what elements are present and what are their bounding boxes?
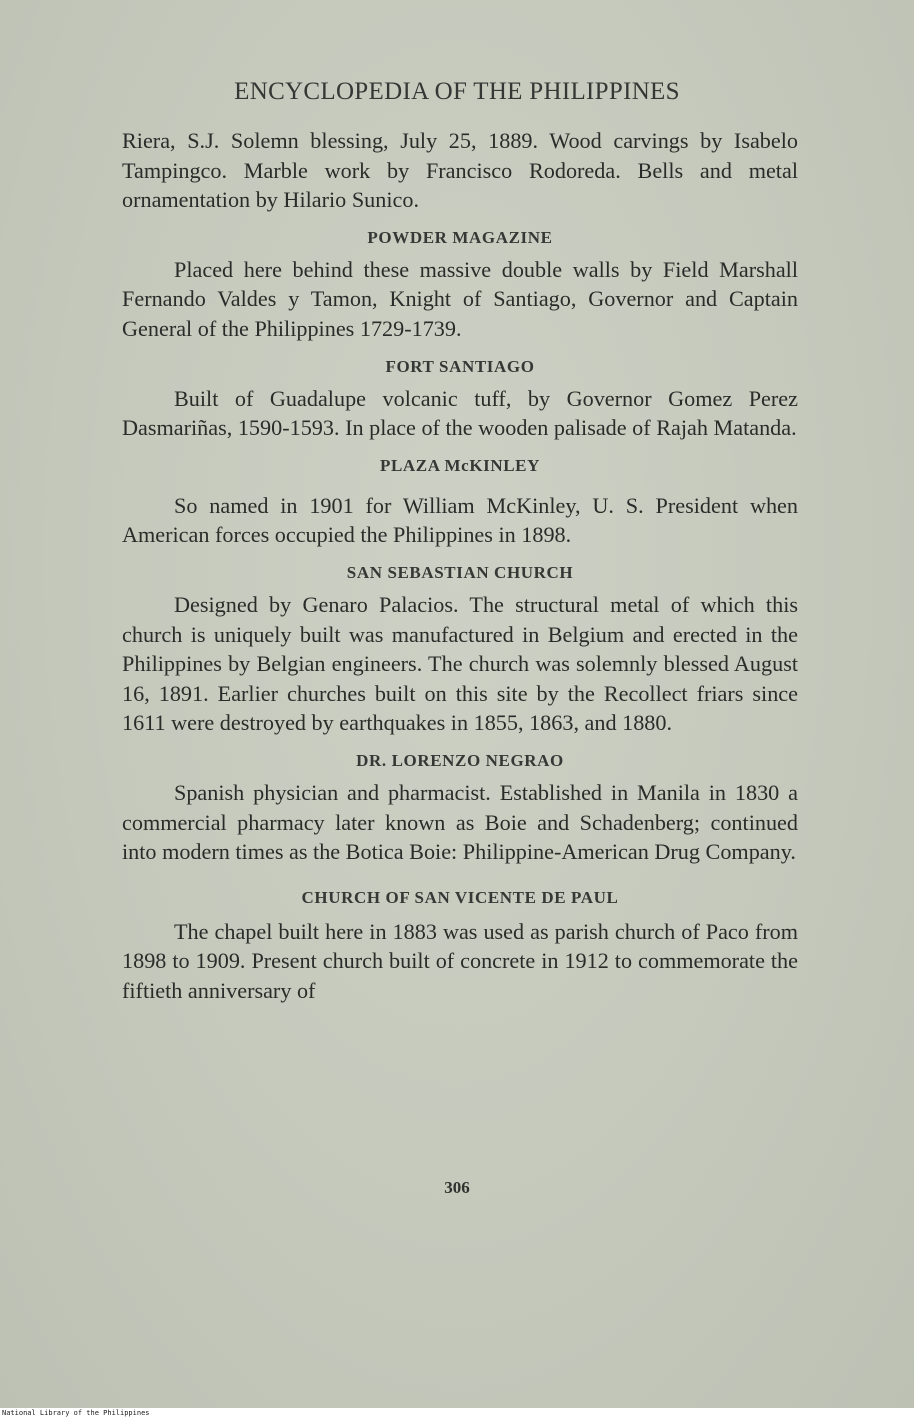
intro-paragraph: Riera, S.J. Solemn blessing, July 25, 1889. Wood carvings by Isabelo Tampingco. Marble work by Francisco Rodoreda. Bells and metal ornamentation by Hilario Sunico. (122, 128, 798, 213)
page-number: 306 (444, 1178, 470, 1197)
section-body-powder-magazine: Placed here behind these massive double walls by Field Marshall Fernando Valdes y Tamon, Knight of Santiago, Governor and Captain General of the Philippines 1729-1739. (122, 256, 798, 341)
section-body-san-vicente: The chapel built here in 1883 was used as parish church of Paco from 1898 to 1909. Present church built of concrete in 1912 to commemorate the fiftieth anniversary of (122, 918, 798, 1003)
section-heading-powder-magazine: POWDER MAGAZINE (367, 227, 553, 247)
section-heading-fort-santiago: FORT SANTIAGO (385, 356, 535, 376)
section-body-san-sebastian: Designed by Genaro Palacios. The structural metal of which this church is uniquely built was manufactured in Belgium and erected in the Philippines by Belgian engineers. The church was solemnly blessed August 16, 1891. Earlier churches built on this site by the Recollect friars since 1611 were destroyed by earthquakes in 1855, 1863, and 1880. (122, 591, 798, 736)
section-heading-plaza-mckinley: PLAZA McKINLEY (380, 455, 540, 475)
library-credit-line: National Library of the Philippines (2, 1409, 914, 1418)
section-body-lorenzo-negrao: Spanish physician and pharmacist. Established in Manila in 1830 a commercial pharmacy later known as Boie and Schadenberg; continued into modern times as the Botica Boie: Philippine-American Drug Company. (122, 779, 798, 865)
running-head: ENCYCLOPEDIA OF THE PHILIPPINES (234, 78, 680, 105)
section-heading-san-sebastian: SAN SEBASTIAN CHURCH (346, 562, 574, 582)
section-body-fort-santiago: Built of Guadalupe volcanic tuff, by Governor Gomez Perez Dasmariñas, 1590-1593. In place of the wooden palisade of Rajah Matanda. (122, 385, 798, 441)
section-body-plaza-mckinley: So named in 1901 for William McKinley, U. S. President when American forces occupied the Philippines in 1898. (122, 492, 798, 548)
section-heading-lorenzo-negrao: DR. LORENZO NEGRAO (356, 750, 564, 770)
page-content (122, 126, 798, 1005)
section-heading-san-vicente: CHURCH OF SAN VICENTE DE PAUL (301, 887, 619, 907)
